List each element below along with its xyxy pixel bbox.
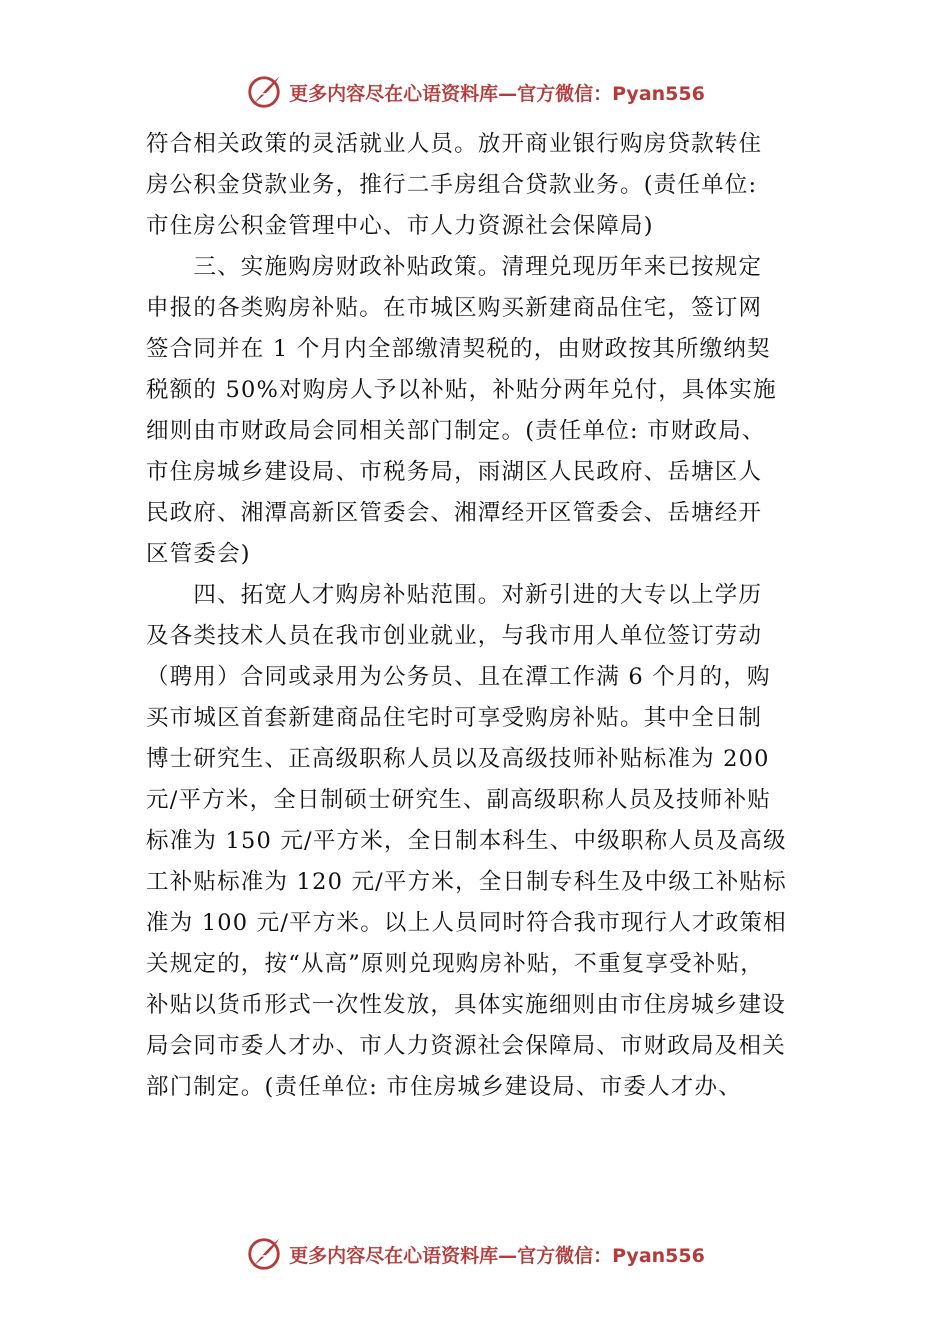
text-line: 补贴以货币形式一次性发放，具体实施细则由市住房城乡建设 [146, 992, 786, 1018]
text-line: 元/平方米，全日制硕士研究生、副高级职称人员及技师补贴 [146, 787, 771, 813]
text-line: 关规定的，按“从高”原则兑现购房补贴，不重复享受补贴， [146, 951, 764, 977]
footer-watermark-text: 更多内容尽在心语资料库—官方微信：Pyan556 [289, 1244, 705, 1267]
text-line: 税额的 50%对购房人予以补贴，补贴分两年兑付，具体实施 [146, 377, 777, 403]
text-line: 房公积金贷款业务，推行二手房组合贷款业务。(责任单位: [146, 172, 758, 198]
header-watermark-banner [0, 70, 950, 114]
paragraph-3-start: 三、实施购房财政补贴政策。清理兑现历年来已按规定 [146, 254, 763, 280]
paragraph-4-start: 四、拓宽人才购房补贴范围。对新引进的大专以上学历 [146, 582, 763, 608]
footer-watermark-banner [0, 1232, 950, 1276]
text-line: 符合相关政策的灵活就业人员。放开商业银行购房贷款转住 [146, 131, 763, 157]
text-line: 市住房城乡建设局、市税务局，雨湖区人民政府、岳塘区人 [146, 459, 763, 485]
text-line: 细则由市财政局会同相关部门制定。(责任单位: 市财政局、 [146, 418, 766, 444]
text-line: 工补贴标准为 120 元/平方米，全日制专科生及中级工补贴标 [146, 869, 787, 895]
text-line: 申报的各类购房补贴。在市城区购买新建商品住宅，签订网 [146, 295, 763, 321]
text-line: 签合同并在 1 个月内全部缴清契税的，由财政按其所缴纳契 [146, 336, 771, 362]
text-line: 博士研究生、正高级职称人员以及高级技师补贴标准为 200 [146, 746, 770, 772]
text-line: 标准为 150 元/平方米，全日制本科生、中级职称人员及高级 [146, 828, 787, 854]
text-line: 局会同市委人才办、市人力资源社会保障局、市财政局及相关 [146, 1033, 786, 1059]
text-line: （聘用）合同或录用为公务员、且在潭工作满 6 个月的，购 [146, 664, 771, 690]
text-line: 准为 100 元/平方米。以上人员同时符合我市现行人才政策相 [146, 910, 787, 936]
text-line: 买市城区首套新建商品住宅时可享受购房补贴。其中全日制 [146, 705, 763, 731]
document-body [146, 124, 826, 1108]
quill-circle-logo-icon [245, 1235, 283, 1273]
text-line: 民政府、湘潭高新区管委会、湘潭经开区管委会、岳塘经开 [146, 500, 763, 526]
header-watermark-text: 更多内容尽在心语资料库—官方微信：Pyan556 [289, 82, 705, 105]
text-line: 市住房公积金管理中心、市人力资源社会保障局) [146, 213, 654, 239]
text-line: 及各类技术人员在我市创业就业，与我市用人单位签订劳动 [146, 623, 763, 649]
text-line: 区管委会) [146, 541, 251, 567]
quill-circle-logo-icon [245, 73, 283, 111]
text-line: 部门制定。(责任单位: 市住房城乡建设局、市委人才办、 [146, 1074, 742, 1100]
